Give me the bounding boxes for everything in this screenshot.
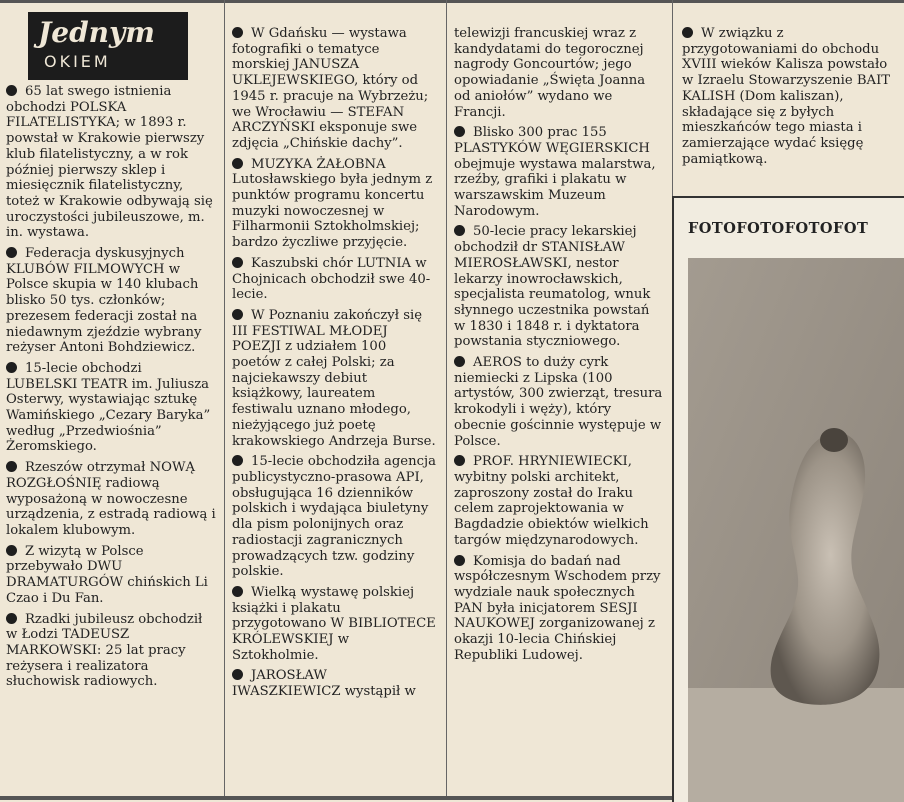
news-column-4 [682,26,896,172]
news-item: AEROS to duży cyrk niemiecki z Lipska (100 artystów, 300 zwierząt, tresura krokodyli i węży), który obecnie gościnnie występuje w Polsce. [454,355,663,449]
news-item-continued: telewizji francuskiej wraz z kandydatami do tegorocznej nagrody Goncourtów; jego opowiadanie „Święta Joanna od aniołów” wydano we Francji. [454,26,646,120]
bullet-icon [454,225,465,236]
masthead-script: Jednym [38,16,155,49]
sculpture-image [688,258,904,802]
news-item: 65 lat swego istnienia obchodzi POLSKA FILATELISTYKA; w 1893 r. powstał w Krakowie pierwszy klub filatelistyczny, a w rok później pierwszy sklep i miesięcznik filatelistyczny, toteż w Krakowie odbywają się uroczystości jubileuszowe, m. in. wystawa. [6,84,213,241]
news-item: JAROSŁAW IWASZKIEWICZ wystąpił w [232,668,416,700]
bullet-icon [232,309,243,320]
column-masthead [28,12,188,80]
bullet-icon [232,669,243,680]
sculpture-photo [688,258,904,802]
masthead-subtitle: OKIEM [44,52,111,71]
news-column-1 [6,84,216,695]
news-item: Wielką wystawę polskiej książki i plakatu przygotowano W BIBLIOTECE KRÓLEWSKIEJ w Sztokholmie. [232,584,436,663]
news-item: PROF. HRYNIEWIECKI, wybitny polski architekt, zaproszony został do Iraku celem zaprojektowania w Bagdadzie obiektów wielkich targów międzynarodowych. [454,454,649,548]
bullet-icon [6,85,17,96]
news-item: Komisja do badań nad współczesnym Wschodem przy wydziale nauk społecznych PAN była inicjatorem SESJI NAUKOWEJ zorganizowanej z okazji 10-lecia Chińskiej Republiki Ludowej. [454,553,661,663]
news-item: W związku z przygotowaniami do obchodu XVIII wieków Kalisza powstało w Izraelu Stowarzyszenie BAIT KALISH (Dom kaliszan), składające się z byłych mieszkańców tego miasta i zamierzające wydać księgę pamiątkową. [682,26,891,167]
bullet-icon [232,27,243,38]
bullet-icon [454,555,465,566]
news-item: Blisko 300 prac 155 PLASTYKÓW WĘGIERSKICH obejmuje wystawa malarstwa, rzeźby, grafiki i plakatu w warszawskim Muzeum Narodowym. [454,125,656,219]
bullet-icon [6,545,17,556]
column-divider-1 [224,0,225,796]
news-item: Federacja dyskusyjnych KLUBÓW FILMOWYCH w Polsce skupia w 140 klubach blisko 50 tys. członków; prezesem federacji został na niedawnym zjeździe wybrany reżyser Antoni Bohdziewicz. [6,246,202,356]
news-item: W Gdańsku — wystawa fotografiki o tematyce morskiej JANUSZA UKLEJEWSKIEGO, który od 1945 r. pracuje na Wybrzeżu; we Wrocławiu — STEFAN ARCZYŃSKI eksponuje swe zdjęcia „Chińskie dachy”. [232,26,429,151]
news-column-2 [232,26,438,705]
news-item: 15-lecie obchodziła agencja publicystyczno-prasowa API, obsługująca 16 dzienników polskich i wydająca biuletyny dla pism polonijnych oraz radiostacji zagranicznych prowadzących tzw. godziny polskie. [232,454,436,580]
bullet-icon [232,455,243,466]
news-item: 15-lecie obchodzi LUBELSKI TEATR im. Juliusza Osterwy, wystawiając sztukę Wamińskiego „Cezary Baryka” według „Przedwiośnia” Żeromskiego. [6,360,211,455]
news-item: MUZYKA ŻAŁOBNA Lutosławskiego była jednym z punktów programu koncertu muzyki nowoczesnej w Filharmonii Sztokholmskiej; bardzo życzliwe przyjęcie. [232,156,433,251]
bullet-icon [6,362,17,373]
photo-panel [672,196,904,802]
news-column-3 [454,26,664,668]
bullet-icon [454,356,465,367]
bullet-icon [232,586,243,597]
news-item: Rzadki jubileusz obchodził w Łodzi TADEUSZ MARKOWSKI: 25 lat pracy reżysera i realizatora słuchowisk radiowych. [6,611,203,690]
bullet-icon [6,247,17,258]
news-item: Z wizytą w Polsce przebywało DWU DRAMATURGÓW chińskich Li Czao i Du Fan. [6,543,208,606]
bullet-icon [6,461,17,472]
bullet-icon [232,158,243,169]
news-item: Rzeszów otrzymał NOWĄ ROZGŁOŚNIĘ radiową wyposażoną w nowoczesne urządzenia, z estradą radiową i lokalem klubowym. [6,460,216,538]
photo-title: FOTOFOTOFOTOFOT [688,220,869,237]
news-item: Kaszubski chór LUTNIA w Chojnicach obchodził swe 40-lecie. [232,255,431,303]
bullet-icon [232,257,243,268]
top-rule [0,0,904,3]
column-divider-2 [446,0,447,796]
column-divider-3 [672,0,673,196]
bullet-icon [682,27,693,38]
bullet-icon [6,613,17,624]
bullet-icon [454,126,465,137]
news-item: 50-lecie pracy lekarskiej obchodził dr STANISŁAW MIEROSŁAWSKI, nestor lekarzy inowrocławskich, specjalista reumatolog, wnuk słynnego uczestnika powstań w 1830 i 1848 r. i dyktatora powstania styczniowego. [454,224,651,350]
news-item: W Poznaniu zakończył się III FESTIWAL MŁODEJ POEZJI z udziałem 100 poetów z całej Polski; za najciekawszy debiut książkowy, laureatem festiwalu uznano młodego, nieżyjącego już poetę krakowskiego Andrzeja Burse. [232,307,436,449]
bullet-icon [454,455,465,466]
